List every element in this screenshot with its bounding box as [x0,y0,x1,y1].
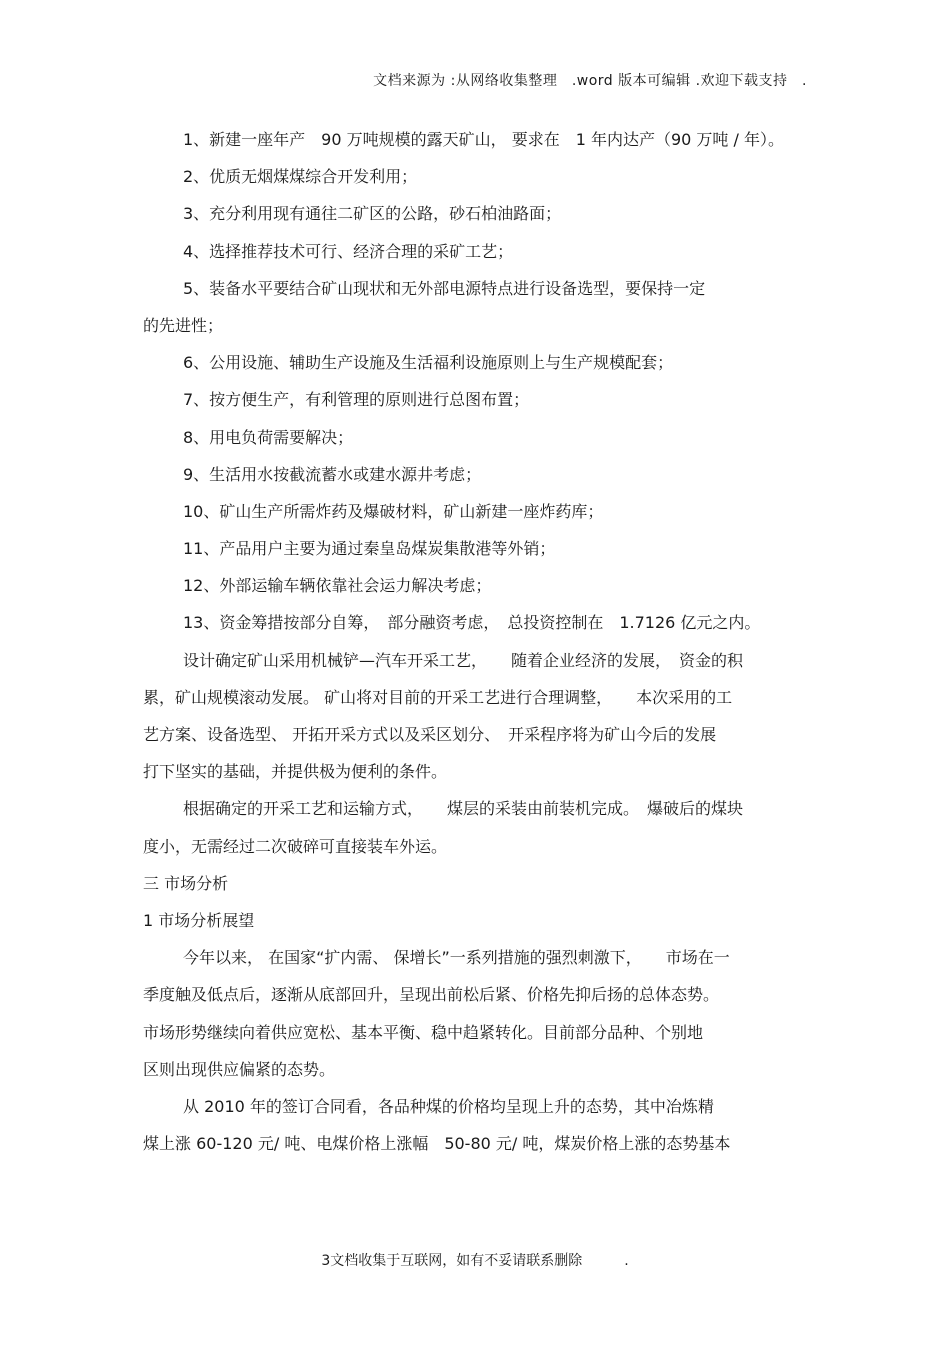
page-header: 文档来源为 :从网络收集整理 .word 版本可编辑 .欢迎下载支持 . [373,73,807,89]
text-line: 区则出现供应偏紧的态势。 [143,1059,336,1079]
text-line: 12、外部运输车辆依靠社会运力解决考虑； [183,576,492,596]
text-line: 累，矿山规模滚动发展。 矿山将对目前的开采工艺进行合理调整， 本次采用的工 [143,687,733,707]
text-line: 6、公用设施、辅助生产设施及生活福利设施原则上与生产规模配套； [183,353,674,373]
text-line: 市场形势继续向着供应宽松、基本平衡、稳中趋紧转化。目前部分品种、个别地 [143,1022,704,1042]
text-line: 11、产品用户主要为通过秦皇岛煤炭集散港等外销； [183,539,556,559]
text-line: 3、充分利用现有通往二矿区的公路，砂石柏油路面； [183,204,562,224]
text-line: 艺方案、设备选型、 开拓开采方式以及采区划分、 开采程序将为矿山今后的发展 [143,725,717,744]
document-body [143,121,813,1162]
text-line: 根据确定的开采工艺和运输方式， 煤层的采装由前装机完成。 爆破后的煤块 [183,799,744,819]
text-line: 设计确定矿山采用机械铲—汽车开采工艺， 随着企业经济的发展， 资金的积 [183,650,744,670]
page-footer: 3文档收集于互联网，如有不妥请联系删除 . [321,1253,629,1269]
text-line: 今年以来， 在国家“扩内需、 保增长”一系列措施的强烈刺激下， 市场在一 [183,948,730,968]
text-line: 1 市场分析展望 [143,910,255,930]
text-line: 打下坚实的基础，并提供极为便利的条件。 [143,762,448,782]
text-line: 4、选择推荐技术可行、经济合理的采矿工艺； [183,241,514,261]
text-line: 8、用电负荷需要解决； [183,427,354,447]
text-line: 从 2010 年的签订合同看，各品种煤的价格均呈现上升的态势，其中冶炼精 [183,1096,714,1116]
text-line: 13、资金筹措按部分自筹， 部分融资考虑， 总投资控制在 1.7126 亿元之内。 [183,613,761,633]
text-line: 三 市场分析 [143,873,229,893]
text-line: 1、新建一座年产 90 万吨规模的露天矿山， 要求在 1 年内达产（90 万吨 / 年）。 [183,130,784,149]
text-line: 度小，无需经过二次破碎可直接装车外运。 [143,836,448,856]
text-line: 的先进性； [143,315,224,335]
text-line: 5、装备水平要结合矿山现状和无外部电源特点进行设备选型，要保持一定 [183,278,706,298]
text-line: 9、生活用水按截流蓄水或建水源井考虑； [183,464,482,484]
text-line: 煤上涨 60-120 元/ 吨、电煤价格上涨幅 50-80 元/ 吨，煤炭价格上涨的态势基本 [143,1134,731,1154]
text-line: 2、优质无烟煤煤综合开发利用； [183,167,418,187]
text-line: 7、按方便生产，有利管理的原则进行总图布置； [183,390,530,410]
text-line: 10、矿山生产所需炸药及爆破材料，矿山新建一座炸药库； [183,501,604,521]
text-line: 季度触及低点后，逐渐从底部回升，呈现出前松后紧、价格先抑后扬的总体态势。 [143,985,720,1005]
